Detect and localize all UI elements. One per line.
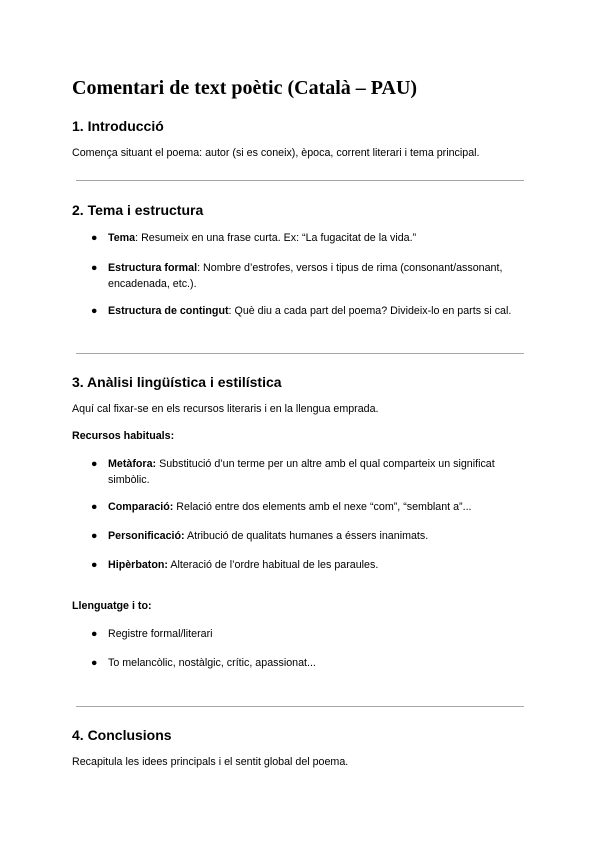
section-heading-tema: 2. Tema i estructura	[72, 202, 204, 218]
list-item-text: Registre formal/literari	[108, 628, 213, 640]
bullet-icon: ●	[91, 530, 98, 542]
conclusions-paragraph: Recapitula les idees principals i el sentit global del poema.	[72, 756, 349, 768]
divider	[76, 180, 524, 181]
list-item-term: Metàfora:	[108, 458, 157, 470]
bullet-icon: ●	[91, 232, 98, 244]
section-heading-introduccio: 1. Introducció	[72, 118, 164, 134]
list-item-text: Nombre d’estrofes, versos i tipus de rima (consonant/assonant, encadenada, etc.).	[108, 262, 503, 290]
list-item-term: Personificació:	[108, 530, 185, 542]
bullet-icon: ●	[91, 657, 98, 669]
divider	[76, 353, 524, 354]
recursos-label: Recursos habituals:	[72, 430, 175, 442]
bullet-icon: ●	[91, 305, 98, 317]
section-heading-conclusions: 4. Conclusions	[72, 727, 172, 743]
list-item-term: Estructura de contingut	[108, 305, 229, 317]
list-item-separator: :	[228, 305, 232, 317]
divider	[76, 706, 524, 707]
bullet-icon: ●	[91, 501, 98, 513]
list-item-text: Relació entre dos elements amb el nexe “com”, “semblant a”...	[173, 501, 472, 513]
list-item	[91, 230, 538, 246]
list-item	[91, 528, 538, 544]
list-item-text: Alteració de l’ordre habitual de les paraules.	[167, 559, 379, 571]
list-item	[91, 655, 538, 671]
list-item	[91, 260, 538, 292]
bullet-icon: ●	[91, 458, 98, 470]
section-heading-analisi: 3. Anàlisi lingüística i estilística	[72, 374, 282, 390]
analisi-paragraph: Aquí cal fixar-se en els recursos literaris i en la llengua emprada.	[72, 403, 379, 415]
list-item	[91, 499, 538, 515]
list-item-term: Tema	[108, 232, 136, 244]
list-item-text: Què diu a cada part del poema? Divideix-lo en parts si cal.	[231, 305, 512, 317]
bullet-icon: ●	[91, 559, 98, 571]
list-item-term: Comparació:	[108, 501, 174, 513]
list-item-term: Estructura formal	[108, 262, 198, 274]
bullet-icon: ●	[91, 262, 98, 274]
list-item-term: Hipèrbaton:	[108, 559, 168, 571]
intro-paragraph: Comença situant el poema: autor (si es coneix), època, corrent literari i tema principal.	[72, 147, 480, 159]
list-item-separator: :	[135, 232, 139, 244]
list-item	[91, 456, 538, 488]
list-item-text: Substitució d’un terme per un altre amb el qual comparteix un significat simbòlic.	[108, 458, 495, 486]
list-item	[91, 557, 538, 573]
bullet-icon: ●	[91, 628, 98, 640]
list-item-text: Resumeix en una frase curta. Ex: “La fugacitat de la vida.”	[138, 232, 417, 244]
list-item-text: To melancòlic, nostàlgic, crític, apassionat...	[108, 657, 316, 669]
list-item	[91, 626, 538, 642]
list-item-separator: :	[197, 262, 201, 274]
llenguatge-label: Llenguatge i to:	[72, 600, 152, 612]
list-item	[91, 303, 538, 319]
list-item-text: Atribució de qualitats humanes a éssers inanimats.	[184, 530, 429, 542]
page-title: Comentari de text poètic (Català – PAU)	[72, 77, 418, 99]
